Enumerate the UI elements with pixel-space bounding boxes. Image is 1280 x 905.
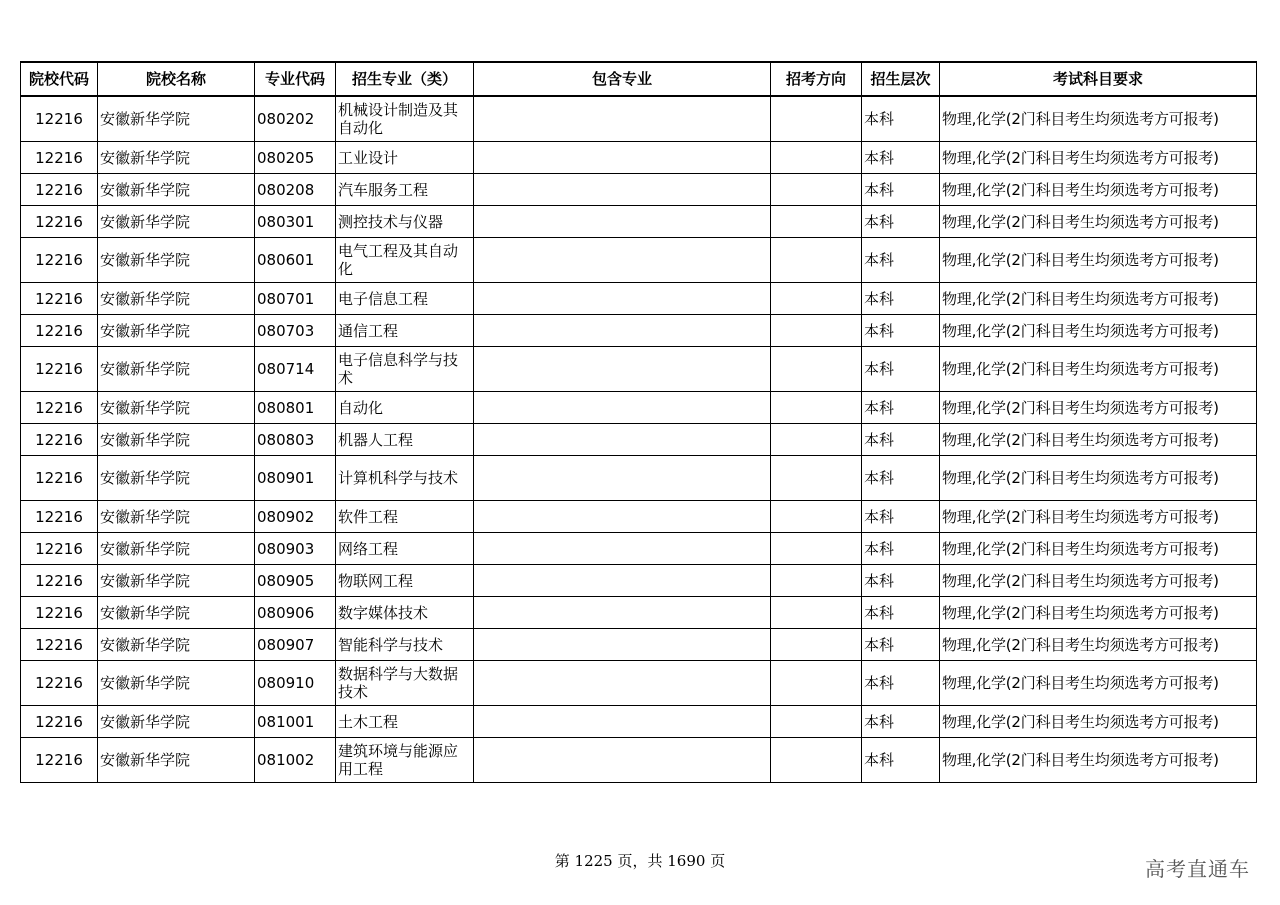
cell-level: 本科 — [862, 706, 940, 738]
cell-level: 本科 — [862, 597, 940, 629]
cell-subject-requirement: 物理,化学(2门科目考生均须选考方可报考) — [940, 347, 1257, 392]
cell-direction — [771, 206, 862, 238]
cell-major-code: 081001 — [255, 706, 336, 738]
cell-subject-requirement: 物理,化学(2门科目考生均须选考方可报考) — [940, 283, 1257, 315]
cell-major: 工业设计 — [336, 142, 474, 174]
cell-school-name: 安徽新华学院 — [98, 96, 255, 142]
cell-level: 本科 — [862, 501, 940, 533]
header-major: 招生专业（类） — [336, 62, 474, 96]
cell-subject-requirement: 物理,化学(2门科目考生均须选考方可报考) — [940, 706, 1257, 738]
cell-subject-requirement: 物理,化学(2门科目考生均须选考方可报考) — [940, 206, 1257, 238]
cell-major-code: 080907 — [255, 629, 336, 661]
table-row — [21, 174, 1257, 206]
cell-major: 建筑环境与能源应用工程 — [336, 738, 474, 783]
header-major-code: 专业代码 — [255, 62, 336, 96]
cell-school-code: 12216 — [21, 347, 98, 392]
header-school-name: 院校名称 — [98, 62, 255, 96]
table-row — [21, 565, 1257, 597]
cell-included-majors — [474, 347, 771, 392]
cell-direction — [771, 456, 862, 501]
cell-school-code: 12216 — [21, 238, 98, 283]
cell-level: 本科 — [862, 392, 940, 424]
cell-major-code: 080701 — [255, 283, 336, 315]
table-row — [21, 706, 1257, 738]
cell-included-majors — [474, 96, 771, 142]
cell-school-code: 12216 — [21, 706, 98, 738]
cell-major: 数据科学与大数据技术 — [336, 661, 474, 706]
cell-school-name: 安徽新华学院 — [98, 456, 255, 501]
cell-level: 本科 — [862, 96, 940, 142]
cell-major: 土木工程 — [336, 706, 474, 738]
cell-level: 本科 — [862, 283, 940, 315]
cell-direction — [771, 392, 862, 424]
cell-school-name: 安徽新华学院 — [98, 533, 255, 565]
header-level: 招生层次 — [862, 62, 940, 96]
cell-major: 智能科学与技术 — [336, 629, 474, 661]
cell-included-majors — [474, 424, 771, 456]
cell-subject-requirement: 物理,化学(2门科目考生均须选考方可报考) — [940, 738, 1257, 783]
cell-direction — [771, 738, 862, 783]
cell-school-code: 12216 — [21, 501, 98, 533]
cell-included-majors — [474, 565, 771, 597]
cell-school-code: 12216 — [21, 738, 98, 783]
cell-school-name: 安徽新华学院 — [98, 142, 255, 174]
cell-major: 测控技术与仪器 — [336, 206, 474, 238]
cell-major-code: 080301 — [255, 206, 336, 238]
header-included-majors: 包含专业 — [474, 62, 771, 96]
cell-subject-requirement: 物理,化学(2门科目考生均须选考方可报考) — [940, 597, 1257, 629]
cell-major: 电气工程及其自动化 — [336, 238, 474, 283]
watermark: 高考直通车 — [1145, 857, 1250, 881]
cell-major: 物联网工程 — [336, 565, 474, 597]
cell-major: 机械设计制造及其自动化 — [336, 96, 474, 142]
table-row — [21, 142, 1257, 174]
cell-major-code: 080801 — [255, 392, 336, 424]
cell-major-code: 080208 — [255, 174, 336, 206]
cell-included-majors — [474, 597, 771, 629]
table-header-row — [21, 62, 1257, 96]
cell-major: 通信工程 — [336, 315, 474, 347]
cell-school-name: 安徽新华学院 — [98, 283, 255, 315]
cell-school-name: 安徽新华学院 — [98, 174, 255, 206]
cell-direction — [771, 629, 862, 661]
cell-school-name: 安徽新华学院 — [98, 347, 255, 392]
header-subject-requirement: 考试科目要求 — [940, 62, 1257, 96]
cell-subject-requirement: 物理,化学(2门科目考生均须选考方可报考) — [940, 501, 1257, 533]
cell-direction — [771, 501, 862, 533]
cell-major-code: 080903 — [255, 533, 336, 565]
cell-school-name: 安徽新华学院 — [98, 315, 255, 347]
cell-major-code: 080901 — [255, 456, 336, 501]
cell-included-majors — [474, 315, 771, 347]
cell-level: 本科 — [862, 661, 940, 706]
admissions-table — [20, 61, 1257, 783]
cell-school-code: 12216 — [21, 96, 98, 142]
cell-major: 机器人工程 — [336, 424, 474, 456]
cell-major-code: 080905 — [255, 565, 336, 597]
cell-included-majors — [474, 706, 771, 738]
table-row — [21, 597, 1257, 629]
table-row — [21, 347, 1257, 392]
table-row — [21, 238, 1257, 283]
cell-included-majors — [474, 174, 771, 206]
cell-school-name: 安徽新华学院 — [98, 565, 255, 597]
cell-school-code: 12216 — [21, 424, 98, 456]
cell-included-majors — [474, 283, 771, 315]
cell-direction — [771, 315, 862, 347]
cell-included-majors — [474, 501, 771, 533]
cell-included-majors — [474, 142, 771, 174]
cell-school-name: 安徽新华学院 — [98, 738, 255, 783]
cell-school-code: 12216 — [21, 283, 98, 315]
cell-direction — [771, 661, 862, 706]
cell-major-code: 080902 — [255, 501, 336, 533]
cell-major-code: 080714 — [255, 347, 336, 392]
cell-major: 电子信息科学与技术 — [336, 347, 474, 392]
cell-subject-requirement: 物理,化学(2门科目考生均须选考方可报考) — [940, 392, 1257, 424]
cell-direction — [771, 347, 862, 392]
cell-major: 数字媒体技术 — [336, 597, 474, 629]
table-row — [21, 206, 1257, 238]
page-number: 第 1225 页，共 1690 页 — [554, 852, 726, 870]
cell-major: 电子信息工程 — [336, 283, 474, 315]
cell-major: 自动化 — [336, 392, 474, 424]
cell-school-name: 安徽新华学院 — [98, 501, 255, 533]
cell-subject-requirement: 物理,化学(2门科目考生均须选考方可报考) — [940, 629, 1257, 661]
cell-school-code: 12216 — [21, 315, 98, 347]
table-row — [21, 533, 1257, 565]
cell-school-code: 12216 — [21, 597, 98, 629]
cell-major-code: 080910 — [255, 661, 336, 706]
table-row — [21, 456, 1257, 501]
cell-level: 本科 — [862, 174, 940, 206]
cell-included-majors — [474, 629, 771, 661]
cell-school-name: 安徽新华学院 — [98, 238, 255, 283]
cell-major-code: 081002 — [255, 738, 336, 783]
table-row — [21, 315, 1257, 347]
table-row — [21, 283, 1257, 315]
header-school-code: 院校代码 — [21, 62, 98, 96]
cell-included-majors — [474, 661, 771, 706]
header-direction: 招考方向 — [771, 62, 862, 96]
cell-school-code: 12216 — [21, 142, 98, 174]
cell-subject-requirement: 物理,化学(2门科目考生均须选考方可报考) — [940, 456, 1257, 501]
cell-subject-requirement: 物理,化学(2门科目考生均须选考方可报考) — [940, 96, 1257, 142]
cell-direction — [771, 565, 862, 597]
cell-subject-requirement: 物理,化学(2门科目考生均须选考方可报考) — [940, 424, 1257, 456]
cell-major-code: 080803 — [255, 424, 336, 456]
table-row — [21, 424, 1257, 456]
cell-school-name: 安徽新华学院 — [98, 597, 255, 629]
cell-major: 软件工程 — [336, 501, 474, 533]
cell-direction — [771, 533, 862, 565]
cell-subject-requirement: 物理,化学(2门科目考生均须选考方可报考) — [940, 661, 1257, 706]
cell-school-code: 12216 — [21, 392, 98, 424]
cell-direction — [771, 283, 862, 315]
cell-major-code: 080703 — [255, 315, 336, 347]
cell-major: 计算机科学与技术 — [336, 456, 474, 501]
cell-major-code: 080205 — [255, 142, 336, 174]
table-row — [21, 501, 1257, 533]
cell-school-code: 12216 — [21, 629, 98, 661]
table-row — [21, 392, 1257, 424]
cell-level: 本科 — [862, 347, 940, 392]
cell-subject-requirement: 物理,化学(2门科目考生均须选考方可报考) — [940, 238, 1257, 283]
cell-included-majors — [474, 392, 771, 424]
cell-subject-requirement: 物理,化学(2门科目考生均须选考方可报考) — [940, 315, 1257, 347]
cell-subject-requirement: 物理,化学(2门科目考生均须选考方可报考) — [940, 565, 1257, 597]
cell-direction — [771, 597, 862, 629]
table-row — [21, 661, 1257, 706]
cell-level: 本科 — [862, 565, 940, 597]
cell-school-name: 安徽新华学院 — [98, 392, 255, 424]
cell-included-majors — [474, 456, 771, 501]
cell-level: 本科 — [862, 206, 940, 238]
cell-school-code: 12216 — [21, 661, 98, 706]
cell-major-code: 080601 — [255, 238, 336, 283]
cell-included-majors — [474, 238, 771, 283]
cell-subject-requirement: 物理,化学(2门科目考生均须选考方可报考) — [940, 533, 1257, 565]
cell-major-code: 080202 — [255, 96, 336, 142]
cell-school-name: 安徽新华学院 — [98, 629, 255, 661]
table-row — [21, 738, 1257, 783]
cell-level: 本科 — [862, 629, 940, 661]
cell-direction — [771, 238, 862, 283]
cell-direction — [771, 706, 862, 738]
cell-included-majors — [474, 206, 771, 238]
cell-level: 本科 — [862, 142, 940, 174]
table-body — [21, 96, 1257, 783]
cell-school-name: 安徽新华学院 — [98, 706, 255, 738]
cell-level: 本科 — [862, 424, 940, 456]
cell-subject-requirement: 物理,化学(2门科目考生均须选考方可报考) — [940, 142, 1257, 174]
cell-school-name: 安徽新华学院 — [98, 206, 255, 238]
cell-direction — [771, 96, 862, 142]
table-row — [21, 96, 1257, 142]
cell-included-majors — [474, 533, 771, 565]
cell-school-name: 安徽新华学院 — [98, 424, 255, 456]
cell-level: 本科 — [862, 238, 940, 283]
cell-direction — [771, 174, 862, 206]
cell-school-code: 12216 — [21, 456, 98, 501]
cell-subject-requirement: 物理,化学(2门科目考生均须选考方可报考) — [940, 174, 1257, 206]
cell-direction — [771, 424, 862, 456]
cell-level: 本科 — [862, 315, 940, 347]
cell-major-code: 080906 — [255, 597, 336, 629]
cell-school-code: 12216 — [21, 174, 98, 206]
cell-level: 本科 — [862, 738, 940, 783]
cell-school-code: 12216 — [21, 565, 98, 597]
cell-direction — [771, 142, 862, 174]
cell-major: 汽车服务工程 — [336, 174, 474, 206]
cell-included-majors — [474, 738, 771, 783]
cell-level: 本科 — [862, 456, 940, 501]
cell-major: 网络工程 — [336, 533, 474, 565]
table-row — [21, 629, 1257, 661]
cell-school-code: 12216 — [21, 533, 98, 565]
cell-level: 本科 — [862, 533, 940, 565]
cell-school-code: 12216 — [21, 206, 98, 238]
cell-school-name: 安徽新华学院 — [98, 661, 255, 706]
